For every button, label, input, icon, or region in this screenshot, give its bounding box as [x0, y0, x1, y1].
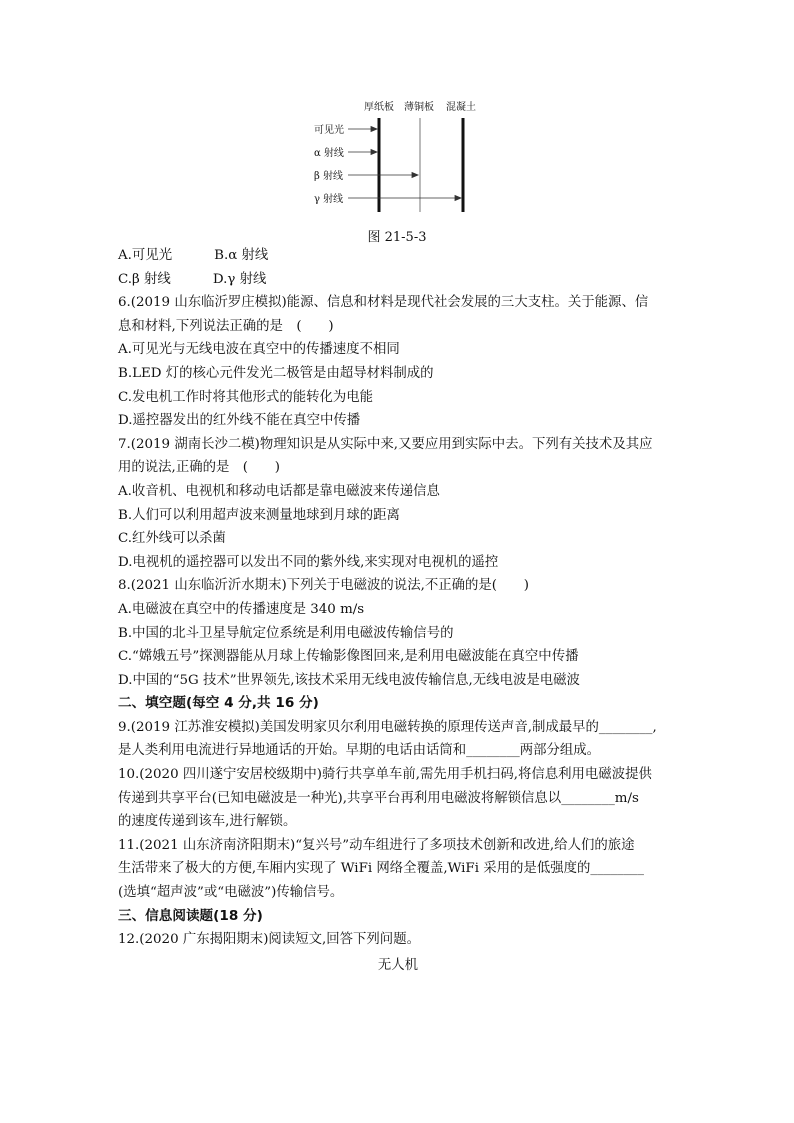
figure-diagram: [300, 98, 490, 220]
question-text-block: [118, 244, 678, 977]
option-row: [118, 268, 678, 292]
barrier-label-copper: 薄铜板: [404, 102, 434, 113]
text-line: D.遥控器发出的红外线不能在真空中传播: [118, 413, 361, 429]
section-heading: 二、填空题(每空 4 分,共 16 分): [118, 695, 319, 712]
option-text: B.α 射线: [214, 248, 269, 263]
text-line: A.电磁波在真空中的传播速度是 340 m/s: [118, 601, 365, 617]
text-line: B.中国的北斗卫星导航定位系统是利用电磁波传输信号的: [118, 625, 454, 641]
text-line: 8.(2021 山东临沂沂水期末)下列关于电磁波的说法,不正确的是( ): [118, 578, 530, 594]
section-heading: 三、信息阅读题(18 分): [118, 907, 263, 924]
barrier-label-concrete: 混凝土: [446, 102, 476, 113]
text-line: B.LED 灯的核心元件发光二极管是由超导材料制成的: [118, 365, 434, 381]
barrier-label-cardboard: 厚纸板: [364, 102, 394, 113]
text-line: 传递到共享平台(已知电磁波是一种光),共享平台再利用电磁波将解锁信息以________m/s: [118, 790, 639, 806]
text-line: C.红外线可以杀菌: [118, 531, 226, 547]
article-title: 无人机: [377, 957, 419, 973]
text-line: 12.(2020 广东揭阳期末)阅读短文,回答下列问题。: [118, 932, 420, 948]
text-line: 7.(2019 湖南长沙二模)物理知识是从实际中来,又要应用到实际中去。下列有关技术及其应: [118, 436, 653, 452]
text-line: 9.(2019 江苏淮安模拟)美国发明家贝尔利用电磁转换的原理传送声音,制成最早的________,: [118, 719, 657, 735]
option-text: A.可见光: [118, 248, 173, 263]
text-line: 是人类利用电流进行异地通话的开始。早期的电话由话筒和________两部分组成。: [118, 743, 601, 759]
text-line: 的速度传递到该车,进行解锁。: [118, 814, 297, 830]
option-text: D.γ 射线: [212, 271, 267, 287]
option-text: C.β 射线: [118, 271, 171, 287]
text-line: (选填“超声波”或“电磁波”)传输信号。: [118, 885, 344, 901]
radiation-penetration-figure: [300, 98, 490, 220]
text-line: C.“嫦娥五号”探测器能从月球上传输影像图回来,是利用电磁波能在真空中传播: [118, 649, 579, 665]
text-line: D.电视机的遥控器可以发出不同的紫外线,来实现对电视机的遥控: [118, 554, 499, 570]
ray-label-alpha: α 射线: [314, 148, 344, 159]
text-line: 11.(2021 山东济南济阳期末)“复兴号”动车组进行了多项技术创新和改进,给人们的旅途: [118, 837, 635, 853]
text-line: 息和材料,下列说法正确的是 ( ): [118, 318, 334, 334]
text-line: 生活带来了极大的方便,车厢内实现了 WiFi 网络全覆盖,WiFi 采用的是低强度的________: [118, 861, 644, 877]
text-line: C.发电机工作时将其他形式的能转化为电能: [118, 389, 374, 405]
text-line: 10.(2020 四川遂宁安居校级期中)骑行共享单车前,需先用手机扫码,将信息利用电磁波提供: [118, 767, 652, 783]
text-line: A.收音机、电视机和移动电话都是靠电磁波来传递信息: [118, 483, 440, 499]
text-line: 6.(2019 山东临沂罗庄模拟)能源、信息和材料是现代社会发展的三大支柱。关于能源、信: [118, 295, 649, 311]
text-line: D.中国的“5G 技术”世界领先,该技术采用无线电波传输信息,无线电波是电磁波: [118, 672, 580, 688]
ray-label-gamma: γ 射线: [314, 194, 344, 205]
text-line: 用的说法,正确的是 ( ): [118, 460, 281, 476]
text-line: A.可见光与无线电波在真空中的传播速度不相同: [118, 342, 400, 358]
text-line: B.人们可以利用超声波来测量地球到月球的距离: [118, 507, 400, 523]
option-row: [118, 244, 678, 268]
figure-caption: 图 21-5-3: [367, 230, 427, 245]
ray-label-beta: β 射线: [314, 171, 343, 182]
ray-label-visible: 可见光: [314, 125, 344, 136]
